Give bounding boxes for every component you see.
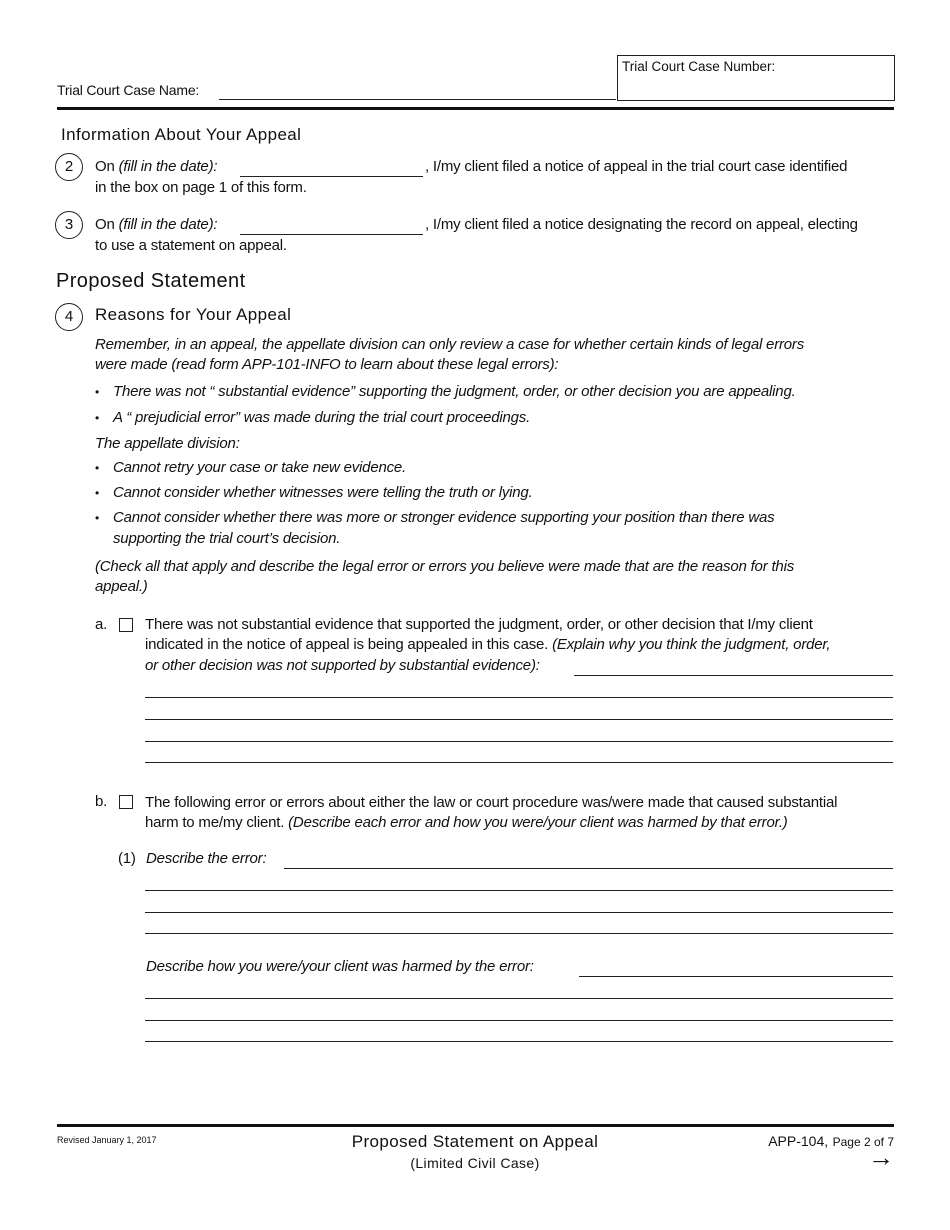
describe-harm-label: Describe how you were/your client was harmed by the error:: [146, 958, 534, 975]
describe-harm-line[interactable]: [145, 1020, 893, 1021]
item-4-title: Reasons for Your Appeal: [95, 305, 292, 324]
option-a-line3: or other decision was not supported by substantial evidence):: [145, 657, 540, 674]
option-a-answer-line[interactable]: [145, 697, 893, 698]
item-2-on: On (fill in the date):: [95, 158, 218, 175]
describe-error-line[interactable]: [145, 933, 893, 934]
header-rule: [57, 107, 894, 110]
case-number-label: Trial Court Case Number:: [622, 59, 776, 74]
option-b-line2: harm to me/my client. (Describe each error and how you were/your client was harmed by that error.): [145, 814, 788, 831]
option-b-label: b.: [95, 793, 108, 810]
bullet-cannot-retry: • Cannot retry your case or take new evidence.: [113, 458, 406, 478]
footer-rule: [57, 1124, 894, 1127]
item-3-on: On (fill in the date):: [95, 216, 218, 233]
bullet-cannot-consider-evidence-cont: supporting the trial court’s decision.: [113, 530, 341, 547]
item-3-text-line1: , I/my client filed a notice designating the record on appeal, electing: [425, 216, 858, 233]
item-3-number: 3: [55, 211, 83, 239]
remember-line1: Remember, in an appeal, the appellate division can only review a case for whether certain kinds of legal errors: [95, 336, 805, 353]
option-a-checkbox[interactable]: [119, 618, 133, 632]
describe-harm-line[interactable]: [145, 1041, 893, 1042]
form-page-info: APP-104, Page 2 of 7: [768, 1133, 894, 1149]
proposed-section-title: Proposed Statement: [56, 270, 246, 292]
bullet-cannot-consider-witnesses: • Cannot consider whether witnesses were telling the truth or lying.: [113, 483, 533, 503]
option-b-checkbox[interactable]: [119, 795, 133, 809]
footer-subtitle: (Limited Civil Case): [410, 1155, 540, 1171]
sub-item-1-number: (1): [118, 850, 136, 867]
describe-error-label: Describe the error:: [146, 850, 267, 867]
describe-error-line[interactable]: [284, 868, 893, 869]
bullet-cannot-consider-evidence: • Cannot consider whether there was more or stronger evidence supporting your position than there was: [113, 508, 774, 528]
describe-error-line[interactable]: [145, 890, 893, 891]
option-a-label: a.: [95, 616, 108, 633]
item-3-text-line2: to use a statement on appeal.: [95, 237, 287, 254]
case-number-box[interactable]: [617, 55, 895, 101]
describe-harm-line[interactable]: [145, 998, 893, 999]
info-section-title: Information About Your Appeal: [61, 125, 302, 144]
item-2-date-field[interactable]: [240, 176, 423, 177]
option-a-answer-line[interactable]: [145, 719, 893, 720]
describe-error-line[interactable]: [145, 912, 893, 913]
item-2-text-line1: , I/my client filed a notice of appeal in the trial court case identified: [425, 158, 848, 175]
appellate-label: The appellate division:: [95, 435, 240, 452]
item-3-date-field[interactable]: [240, 234, 423, 235]
footer-title: Proposed Statement on Appeal: [351, 1132, 599, 1151]
bullet-prejudicial-error: • A “ prejudicial error” was made during the trial court proceedings.: [113, 408, 530, 428]
item-2-text-line2: in the box on page 1 of this form.: [95, 179, 307, 196]
bullet-substantial-evidence: • There was not “ substantial evidence” supporting the judgment, order, or other decision you are appealing.: [113, 382, 796, 402]
option-a-answer-line[interactable]: [574, 675, 893, 676]
option-a-answer-line[interactable]: [145, 741, 893, 742]
check-instruction-line1: (Check all that apply and describe the legal error or errors you believe were made that are the reason for this: [95, 558, 795, 575]
item-2-number: 2: [55, 153, 83, 181]
case-name-label: Trial Court Case Name:: [57, 82, 200, 98]
next-page-arrow-icon[interactable]: →: [868, 1142, 894, 1172]
check-instruction-line2: appeal.): [95, 578, 148, 595]
item-4-number: 4: [55, 303, 83, 331]
revised-date: Revised January 1, 2017: [57, 1135, 157, 1145]
option-a-line1: There was not substantial evidence that supported the judgment, order, or other decision that I/my client: [145, 616, 813, 633]
case-name-field[interactable]: [219, 99, 616, 100]
remember-line2: were made (read form APP-101-INFO to learn about these legal errors):: [95, 356, 559, 373]
option-a-answer-line[interactable]: [145, 762, 893, 763]
option-b-line1: The following error or errors about either the law or court procedure was/were made that caused substantial: [145, 794, 838, 811]
option-a-line2: indicated in the notice of appeal is being appealed in this case. (Explain why you think the judgment, order,: [145, 636, 831, 653]
describe-harm-line[interactable]: [579, 976, 893, 977]
